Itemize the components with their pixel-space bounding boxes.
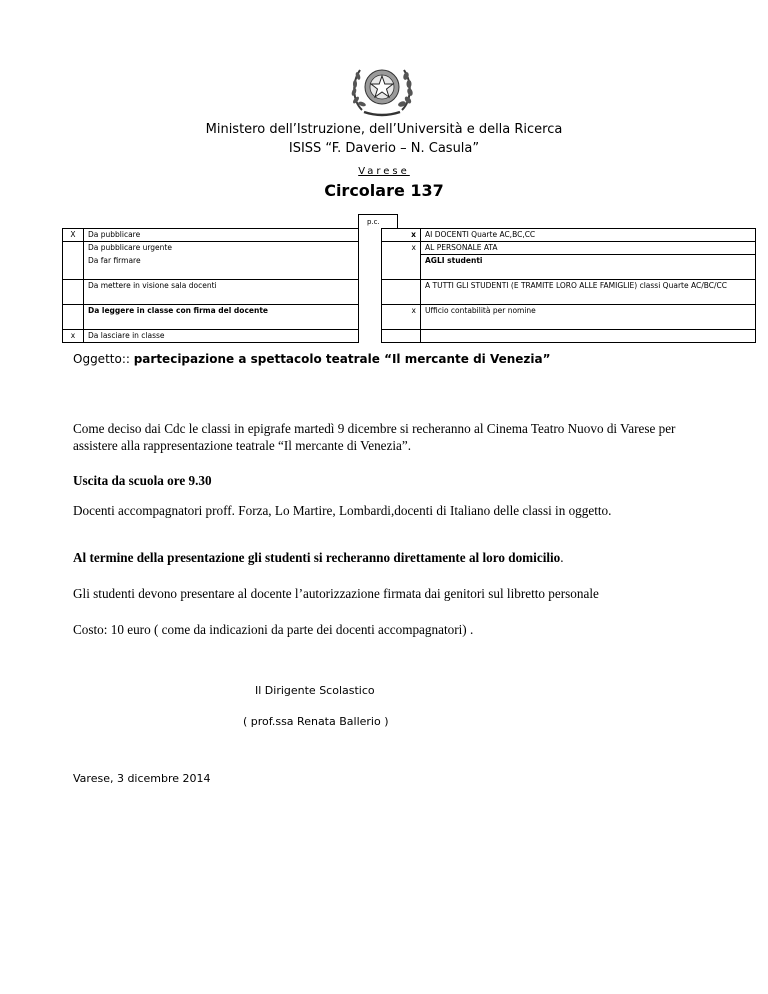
distribution-row	[63, 304, 756, 329]
right-mark	[382, 255, 421, 280]
left-label: Da lasciare in classe	[84, 329, 359, 342]
signature-name: ( prof.ssa Renata Ballerio )	[243, 715, 389, 728]
left-label: Da pubblicare urgente	[84, 242, 359, 255]
subject-line	[73, 352, 551, 366]
paragraph-return	[73, 549, 713, 566]
left-label: Da mettere in visione sala docenti	[84, 279, 359, 304]
right-mark: x	[382, 229, 421, 242]
document-date: Varese, 3 dicembre 2014	[73, 772, 211, 785]
right-mark: x	[382, 304, 421, 329]
pc-label: p.c.	[367, 218, 380, 226]
city-heading: Varese	[358, 166, 410, 177]
right-label: Ufficio contabilità per nomine	[421, 304, 756, 329]
left-label: Da pubblicare	[84, 229, 359, 242]
ministry-name: Ministero dell’Istruzione, dell’Università e della Ricerca	[205, 122, 563, 137]
distribution-row	[63, 242, 756, 255]
right-label: AGLI studenti	[421, 255, 756, 280]
right-mark: x	[382, 242, 421, 255]
paragraph-departure: Uscita da scuola ore 9.30	[73, 473, 212, 488]
italian-republic-emblem-icon	[348, 60, 416, 118]
return-text: Al termine della presentazione gli studenti si recheranno direttamente al loro domicilio	[73, 550, 561, 565]
left-label: Da far firmare	[84, 255, 359, 280]
subject-text: partecipazione a spettacolo teatrale “Il mercante di Venezia”	[133, 352, 551, 366]
right-mark	[382, 329, 421, 342]
right-label: AL PERSONALE ATA	[421, 242, 756, 255]
paragraph-authorization: Gli studenti devono presentare al docente l’autorizzazione firmata dai genitori sul libretto personale	[73, 586, 599, 601]
return-period: .	[560, 550, 564, 565]
right-label: AI DOCENTI Quarte AC,BC,CC	[421, 229, 756, 242]
right-mark	[382, 279, 421, 304]
left-label: Da leggere in classe con firma del docente	[84, 304, 359, 329]
left-mark	[63, 279, 84, 304]
paragraph-teachers: Docenti accompagnatori proff. Forza, Lo Martire, Lombardi,docenti di Italiano delle classi in oggetto.	[73, 503, 612, 518]
distribution-row	[63, 255, 756, 280]
distribution-row	[63, 229, 756, 242]
distribution-row	[63, 279, 756, 304]
distribution-row	[63, 329, 756, 342]
left-mark	[63, 255, 84, 280]
paragraph-cost: Costo: 10 euro ( come da indicazioni da parte dei docenti accompagnatori) .	[73, 622, 474, 637]
school-name: ISISS “F. Daverio – N. Casula”	[288, 141, 480, 156]
right-label	[421, 329, 756, 342]
paragraph-event: Come deciso dai Cdc le classi in epigrafe martedì 9 dicembre si recheranno al Cinema Teatro Nuovo di Varese per assistere alla rappresentazione teatrale “Il mercante di Venezia”.	[73, 421, 676, 453]
circular-title: Circolare 137	[324, 181, 444, 200]
left-mark: X	[63, 229, 84, 242]
right-label: A TUTTI GLI STUDENTI (E TRAMITE LORO ALLE FAMIGLIE) classi Quarte AC/BC/CC	[421, 279, 756, 304]
distribution-table	[62, 228, 756, 343]
signature-title: Il Dirigente Scolastico	[255, 684, 375, 697]
left-mark	[63, 304, 84, 329]
left-mark	[63, 242, 84, 255]
left-mark: x	[63, 329, 84, 342]
subject-label: Oggetto::	[73, 352, 134, 366]
